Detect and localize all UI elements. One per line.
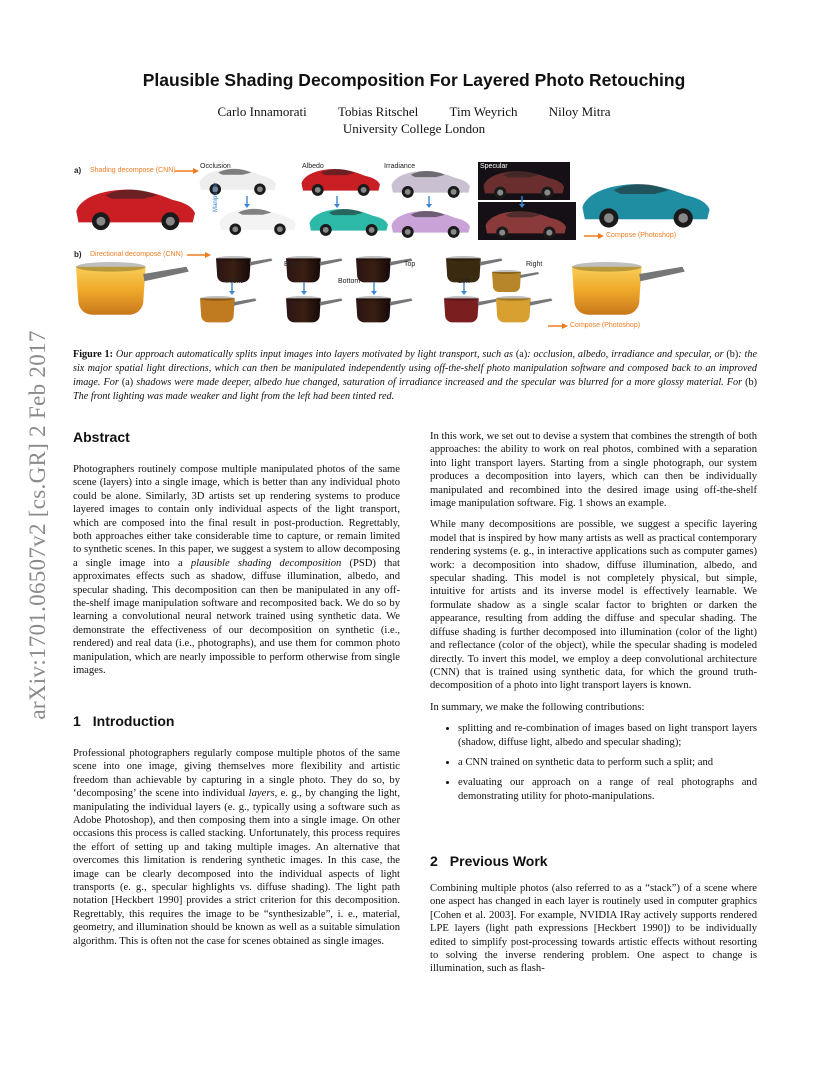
direction-back-label: Back <box>284 261 300 268</box>
panel-b-label: b) <box>74 250 82 259</box>
section-title: Previous Work <box>449 853 548 869</box>
intro-text: , e. g., by changing the light, manipulating the individual layers (e. g., typically using a software such as Adobe Photoshop), and then composing them into a single image. On other occasions this process is called stacking. Unfortunately, this process requires the effort of setting up and taking multiple images. An alternative that overcomes this limitation is rendering synthetic images. In this case, the image can be clearly decomposed into the individual aspects of light transports (e. g., specular highlights vs. diffuse shading). The light path notation [Heckbert 1990] provides a strict criterion for this decomposition. Regrettably, this requires the image to be “synthesizable”, i. e., material, geometry, and illumination should be known as well as a suitable simulation algorithm. This is often not the case for scenes obtained as single images. <box>73 788 400 947</box>
input-car-image <box>76 190 195 231</box>
irradiance-layer-bottom <box>391 211 469 238</box>
direction-left-label: Left <box>458 278 470 285</box>
irradiance-label: Irradiance <box>384 163 416 170</box>
caption-text: : occlusion, albedo, irradiance and specular, or <box>527 349 727 360</box>
list-item: • a CNN trained on synthetic data to perform such a split; and <box>458 756 757 769</box>
previous-work-heading <box>430 853 548 869</box>
manipulate-label: Manipulate <box>213 182 219 212</box>
section-title: Introduction <box>92 713 175 729</box>
teaser-figure <box>72 160 762 340</box>
intro-body <box>73 747 400 948</box>
contribution-list <box>430 722 757 803</box>
figure-artwork <box>72 160 762 340</box>
abstract-text: Photographers routinely compose multiple manipulated photos of the same scene (layers) into a single image, which is better than any individual photo could be alone. Similarly, 3D artists set up rendering systems to produce layered images to contain only individual aspects of the light transport, which are composed into the final result in post-production. Regrettably, both approaches either take considerable time to capture, or remain limited to synthetic scenes. In this paper, we suggest a system to allow decomposing a single image into a <box>73 464 400 569</box>
section-number: 1 <box>73 713 81 729</box>
author: Carlo Innamorati <box>217 104 307 119</box>
albedo-layer-top <box>301 169 379 196</box>
albedo-layer-bottom <box>309 209 387 236</box>
intro-emphasis: layers <box>248 788 275 800</box>
direction-layer-front-top <box>216 256 272 282</box>
arxiv-identifier: arXiv:1701.06507v2 [cs.GR] 2 Feb 2017 <box>25 330 50 720</box>
author-list <box>0 104 828 120</box>
direction-layer-right-bottom <box>496 296 552 322</box>
output-car-image <box>582 184 709 228</box>
direction-layer-top-top <box>356 256 412 282</box>
occlusion-label: Occlusion <box>200 163 231 170</box>
direction-layer-front-bottom <box>200 296 256 322</box>
caption-ref-a: (a) <box>515 349 528 360</box>
caption-ref-a: (a) <box>121 377 134 388</box>
albedo-label: Albedo <box>302 163 324 170</box>
paragraph: Combining multiple photos (also referred to as a “stack”) of a scene where one aspect has changed in each layer is routinely used in computer graphics [Cohen et al. 2003]. For example, NVIDIA IRay actively supports rendered LPE layers (light path expressions [Heckbert 1990]) to be individually edited to simplify post-processing towards artistic effects without resorting to solving the inverse rendering problem. One aspect to change is illumination, such as flash- <box>430 883 757 975</box>
right-column <box>430 430 757 810</box>
arxiv-sidebar <box>18 290 58 760</box>
author: Tim Weyrich <box>449 104 518 119</box>
compose-b-label: Compose (Photoshop) <box>570 322 641 329</box>
output-pot-image <box>572 262 685 315</box>
caption-text: shadows were made deeper, albedo hue changed, saturation of irradiance increased and the specular was blurred for a more glossy material. For <box>133 377 746 388</box>
direction-layer-back-bottom <box>286 296 342 322</box>
input-pot-image <box>76 262 189 315</box>
list-item: • splitting and re-combination of images based on light transport layers (shadow, diffuse light, albedo and specular shading); <box>458 722 757 749</box>
section-number: 2 <box>430 853 438 869</box>
author: Niloy Mitra <box>548 104 611 119</box>
caption-ref-b: (b) <box>726 349 739 360</box>
specular-label: Specular <box>480 163 508 170</box>
direction-layer-left-bottom <box>444 296 500 322</box>
abstract-heading: Abstract <box>73 429 130 445</box>
direction-layer-right-top <box>492 270 539 292</box>
author: Tobias Ritschel <box>337 104 419 119</box>
caption-ref-b: (b) <box>745 377 757 388</box>
direction-bottom-label: Bottom <box>338 278 361 285</box>
abstract-body <box>73 463 400 678</box>
abstract-text: (PSD) that approximates effects such as shadow, diffuse illumination, albedo, and specular shading. This decomposition can then be manipulated in any off-the-shelf image manipulation software and recomposited back. We do so by learning a convolutional neural network trained using synthetic data. We demonstrate the effectiveness of our decomposition on synthetic (i.e., rendered) and real data (i.e., photographs), and use them for common photo manipulation, which are nearly impossible to perform otherwise from single images. <box>73 557 400 677</box>
direction-front-label: Front <box>226 278 243 285</box>
compose-a-label: Compose (Photoshop) <box>606 232 677 239</box>
direction-layer-top-bottom <box>356 296 412 322</box>
direction-layer-back-top <box>286 256 342 282</box>
abstract-emphasis: plausible shading decomposition <box>190 557 342 569</box>
figure-caption <box>73 348 757 404</box>
paragraph: In this work, we set out to devise a system that combines the strength of both approaches: the ability to work on real photos, combined with a separation into light transport layers. Starting from a single photograph, our system produces a decomposition into layers, which can then be individually manipulated and recombined into the desired image using off-the-shelf image manipulation software. Fig. 1 shows an example. <box>430 431 757 510</box>
occlusion-layer-bottom <box>219 209 295 235</box>
list-item: • evaluating our approach on a range of real photographs and demonstrating utility for photo-manipulations. <box>458 776 757 803</box>
caption-text: Our approach automatically splits input images into layers motivated by light transport, such as <box>115 349 516 360</box>
caption-text: : the six major spatial light directions, which can then be manipulated independently using off-the-shelf photo manipulation software and composed back to an improved image. For <box>73 349 758 388</box>
intro-text: Professional photographers regularly compose multiple photos of the same scene into one image, giving themselves more flexibility and artistic freedom than achievable by capturing in a single photo. They do so, by ‘decomposing’ the scene into individual <box>73 748 400 800</box>
panel-a-label: a) <box>74 166 82 175</box>
caption-label: Figure 1: <box>73 349 114 360</box>
intro-heading <box>73 713 174 729</box>
paragraph: While many decompositions are possible, we suggest a specific layering model that is inspired by how many artists as well as practical contemporary rendering systems (e. g., in interactive applications such as computer games) work: a decomposition into shadow, diffuse illumination, albedo, and specular shading. This model is not completely physical, but simple, intuitive for artists and its inverse model is effectively learnable. We formulate shadow as a single scalar factor to brighten or darken the appearance, resulting from adding the diffuse and specular shading. The diffuse shading is further decomposed into illumination (color of the light) and reflectance (color of the object), while the specular shading is modeled directly. To invert this model, we employ a deep convolutional architecture (CNN) that is trained using synthetic data, for which the ground truth-decomposition of a photo into light transport layers is known. <box>430 519 757 692</box>
panel-a-method-label: Shading decompose (CNN) <box>90 167 176 174</box>
paper-title: Plausible Shading Decomposition For Layered Photo Retouching <box>142 70 686 90</box>
direction-right-label: Right <box>526 261 543 268</box>
previous-work-body <box>430 882 757 976</box>
caption-text: The front lighting was made weaker and light from the left had been tinted red. <box>73 391 395 402</box>
direction-top-label: Top <box>404 261 416 268</box>
paragraph: In summary, we make the following contributions: <box>430 701 645 713</box>
affiliation: University College London <box>342 121 486 136</box>
occlusion-layer-top <box>199 169 275 195</box>
panel-b-method-label: Directional decompose (CNN) <box>90 251 183 258</box>
